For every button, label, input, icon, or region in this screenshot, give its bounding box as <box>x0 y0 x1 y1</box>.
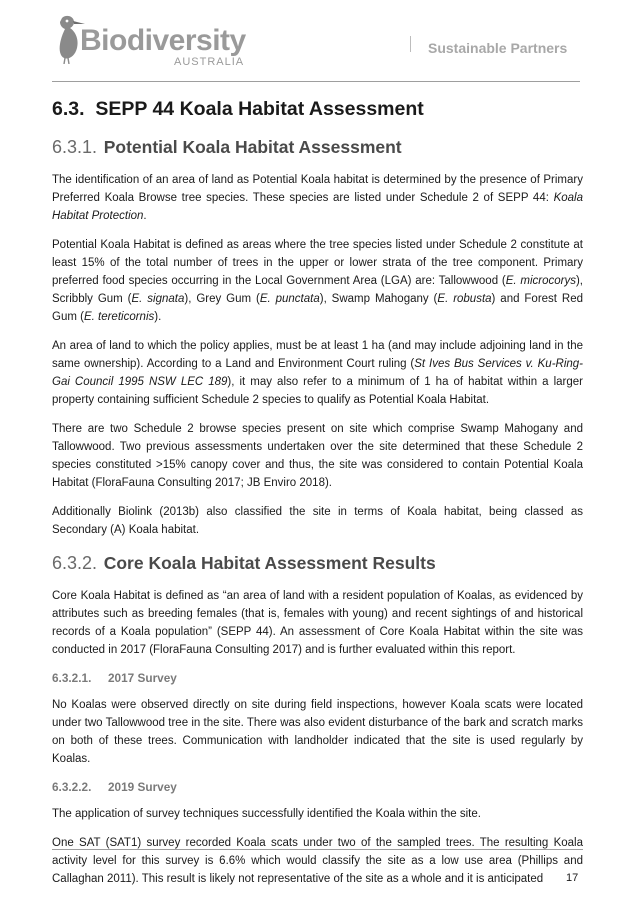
paragraph: One SAT (SAT1) survey recorded Koala scats under two of the sampled trees. The resulting Koala activity level for this survey is 6.6% which would classify the site as a low use area (Phillips and Callaghan 2011). This result is likely not representative of the site as a whole and it is anticipated <box>52 837 583 885</box>
page-header <box>0 0 636 84</box>
page-number: 17 <box>566 872 579 884</box>
section-title: SEPP 44 Koala Habitat Assessment <box>95 98 424 120</box>
section-heading <box>52 96 583 122</box>
header-rule <box>52 81 580 82</box>
subsection-number: 6.3.1. <box>52 137 98 157</box>
paragraph: Potential Koala Habitat is defined as areas where the tree species listed under Schedule 2 constitute at least 15% of the total number of trees in the upper or lower strata of the tree component. Primary preferred food species occurring in the Local Government Area (LGA) are: Tallowwood (E. microcorys), Scribbly Gum (E. signata), Grey Gum (E. punctata), Swamp Mahogany (E. robusta) and Forest Red Gum (E. tereticornis). <box>52 239 584 323</box>
paragraph: The application of survey techniques successfully identified the Koala within the site. <box>52 808 481 820</box>
subsubsection-heading-2017: 6.3.2.1. 2017 Survey <box>52 671 177 685</box>
subsubsection-heading-2019: 6.3.2.2. 2019 Survey <box>52 780 177 794</box>
subsection-title: Core Koala Habitat Assessment Results <box>103 553 436 573</box>
subsection-title: Potential Koala Habitat Assessment <box>103 137 402 157</box>
logo-subtitle: AUSTRALIA <box>174 56 245 68</box>
paragraph: No Koalas were observed directly on site during field inspections, however Koala scats were located under two Tallowwood tree in the site. There was also evident disturbance of the bark and scratch marks on both of these trees. Communication with landholder indicated that the site is used regularly by Koalas. <box>52 699 583 765</box>
paragraph: There are two Schedule 2 browse species present on site which comprise Swamp Mahogany and Tallowwood. Two previous assessments undertaken over the site determined that these Schedule 2 species constituted >15% canopy cover and thus, the site was considered to contain Potential Koala Habitat (FloraFauna Consulting 2017; JB Enviro 2018). <box>52 423 583 489</box>
logo-wordmark: Biodiversity <box>80 24 246 57</box>
header-divider <box>410 36 411 52</box>
page-content <box>52 96 583 899</box>
subsection-heading-core <box>52 550 583 575</box>
footer-rule <box>52 849 583 850</box>
paragraph: Additionally Biolink (2013b) also classified the site in terms of Koala habitat, being classed as Secondary (A) Koala habitat. <box>52 506 583 536</box>
paragraph: An area of land to which the policy applies, must be at least 1 ha (and may include adjoining land in the same ownership). According to a Land and Environment Court ruling (St Ives Bus Services v. Ku-Ring-Gai Council 1995 NSW LEC 189), it may also refer to a minimum of 1 ha of habitat within a larger property containing sufficient Schedule 2 species to qualify as Potential Koala Habitat. <box>52 340 584 406</box>
biodiversity-australia-logo <box>52 14 252 74</box>
header-tagline: Sustainable Partners <box>428 40 568 56</box>
subsection-heading-potential <box>52 134 583 159</box>
paragraph: Core Koala Habitat is defined as “an area of land with a resident population of Koalas, as evidenced by attributes such as breeding females (that is, females with young) and recent sightings of and historical records of a Koala population” (SEPP 44). An assessment of Core Koala Habitat within the site was conducted in 2017 (FloraFauna Consulting 2017) and is further evaluated within this report. <box>52 590 583 656</box>
subsection-number: 6.3.2. <box>52 553 98 573</box>
section-number: 6.3. <box>52 98 85 120</box>
paragraph: The identification of an area of land as Potential Koala habitat is determined by the presence of Primary Preferred Koala Browse tree species. These species are listed under Schedule 2 of SEPP 44: Koala Habitat Protection. <box>52 174 583 222</box>
